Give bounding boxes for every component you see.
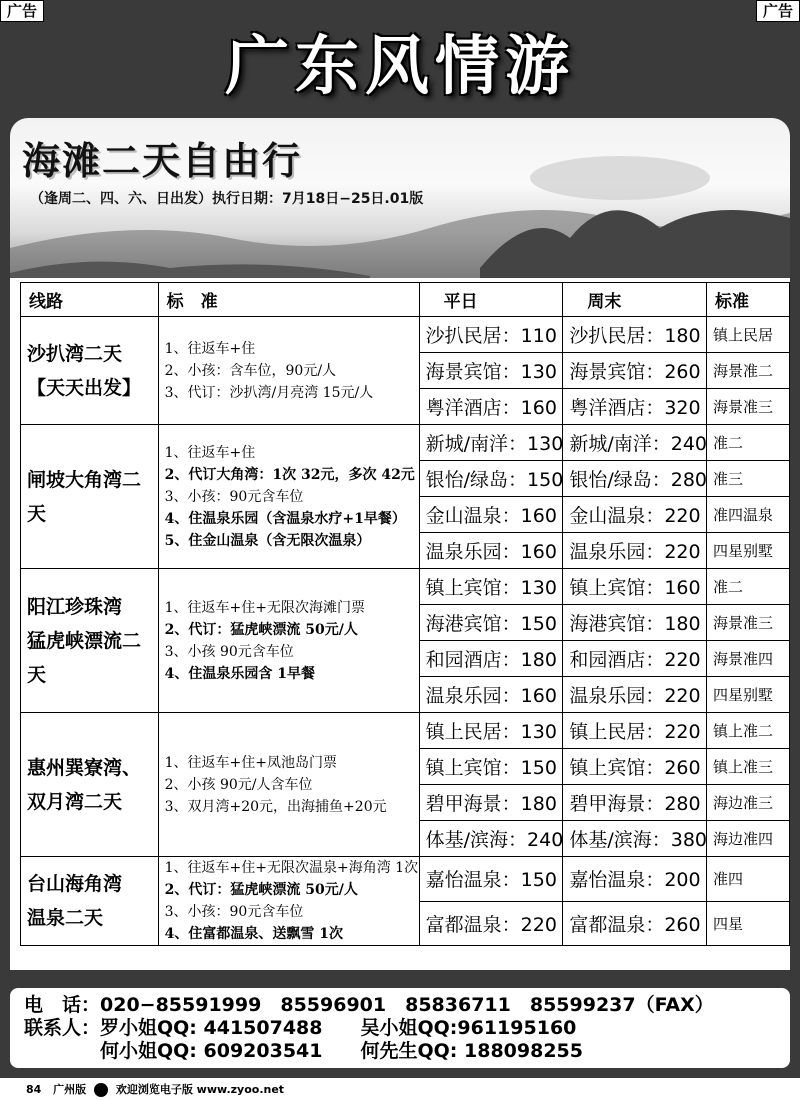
weekend-price: 海景宾馆：260 <box>563 353 707 389</box>
route-name: 【天天出发】 <box>27 376 142 399</box>
grade-label: 镇上准二 <box>707 713 790 749</box>
weekday-price: 碧甲海景：180 <box>419 785 563 821</box>
weekend-price: 新城/南洋：240 <box>563 425 707 461</box>
weekend-price: 碧甲海景：280 <box>563 785 707 821</box>
grade-label: 准三 <box>707 461 790 497</box>
footer <box>0 1080 800 1100</box>
grade-label: 镇上民居 <box>707 317 790 353</box>
route-cell <box>21 317 159 425</box>
standard-cell <box>158 569 419 713</box>
weekend-price: 金山温泉：220 <box>563 497 707 533</box>
weekday-price: 温泉乐园：160 <box>419 677 563 713</box>
standard-item: 2、代订大角湾：1次 32元，多次 42元 <box>164 466 415 483</box>
table-row <box>21 317 790 353</box>
table-row <box>21 857 790 902</box>
weekend-price: 沙扒民居：180 <box>563 317 707 353</box>
weekend-price: 温泉乐园：220 <box>563 677 707 713</box>
standard-item: 1、往返车+住 <box>164 340 256 357</box>
route-name: 沙扒湾二天 <box>27 342 123 365</box>
weekday-price: 和园酒店：180 <box>419 641 563 677</box>
weekend-price: 镇上宾馆：160 <box>563 569 707 605</box>
standard-item: 3、小孩 90元含车位 <box>164 643 294 660</box>
weekend-price: 富都温泉：260 <box>563 901 707 946</box>
grade-label: 准四温泉 <box>707 497 790 533</box>
header-weekend: 周末 <box>563 283 707 317</box>
route-name: 闸坡大角湾二天 <box>27 468 142 525</box>
weekend-price: 粤洋酒店：320 <box>563 389 707 425</box>
ad-label-right: 广告 <box>756 0 800 22</box>
contact-line: 联系人：罗小姐QQ: 441507488 吴小姐QQ:961195160 <box>24 1017 577 1039</box>
grade-label: 海边准四 <box>707 821 790 857</box>
phone-line: 电 话：020−85591999 85596901 85836711 85599237（FAX） <box>24 994 714 1016</box>
weekend-price: 海港宾馆：180 <box>563 605 707 641</box>
header-standard: 标 准 <box>158 283 419 317</box>
publication-logo-icon <box>94 1083 108 1097</box>
route-name: 猛虎峡漂流二天 <box>27 629 142 686</box>
weekend-price: 银怡/绿岛：280 <box>563 461 707 497</box>
standard-item: 1、往返车+住 <box>164 444 256 461</box>
weekday-price: 镇上民居：130 <box>419 713 563 749</box>
standard-item: 3、双月湾+20元，出海捕鱼+20元 <box>164 798 387 815</box>
standard-cell <box>158 317 419 425</box>
route-name: 温泉二天 <box>27 907 104 929</box>
standard-item: 1、往返车+住+无限次温泉+海角湾 1次 <box>164 860 419 876</box>
standard-cell <box>158 425 419 569</box>
route-cell <box>21 425 159 569</box>
route-cell <box>21 569 159 713</box>
weekend-price: 镇上民居：220 <box>563 713 707 749</box>
grade-label: 四星别墅 <box>707 677 790 713</box>
grade-label: 海景准三 <box>707 389 790 425</box>
page-title: 广东风情游 <box>225 29 575 104</box>
footer-text: 欢迎浏览电子版 www.zyoo.net <box>115 1083 285 1096</box>
table-body <box>21 317 790 946</box>
header-route: 线路 <box>21 283 159 317</box>
route-name: 阳江珍珠湾 <box>27 595 123 618</box>
table-row <box>21 425 790 461</box>
schedule-text: （逢周二、四、六、日出发）执行日期：7月18日−25日.01版 <box>30 191 424 207</box>
standard-item: 3、代订：沙扒湾/月亮湾 15元/人 <box>164 384 374 401</box>
contact-line: 何小姐QQ: 609203541 何先生QQ: 188098255 <box>24 1040 583 1062</box>
grade-label: 准二 <box>707 425 790 461</box>
weekday-price: 沙扒民居：110 <box>419 317 563 353</box>
grade-label: 四星别墅 <box>707 533 790 569</box>
standard-item: 2、代订：猛虎峡漂流 50元/人 <box>164 882 358 898</box>
weekend-price: 温泉乐园：220 <box>563 533 707 569</box>
grade-label: 镇上准三 <box>707 749 790 785</box>
route-name: 惠州巽寮湾、 <box>27 756 142 779</box>
table-row <box>21 569 790 605</box>
weekday-price: 镇上宾馆：130 <box>419 569 563 605</box>
banner <box>10 118 790 283</box>
ad-label-left: 广告 <box>0 0 44 22</box>
weekday-price: 粤洋酒店：160 <box>419 389 563 425</box>
standard-item: 4、住温泉乐园含 1早餐 <box>164 665 315 682</box>
weekday-price: 嘉怡温泉：150 <box>419 857 563 902</box>
weekend-price: 嘉怡温泉：200 <box>563 857 707 902</box>
weekday-price: 体基/滨海：240 <box>419 821 563 857</box>
table-header-row <box>21 283 790 317</box>
standard-cell <box>158 857 419 946</box>
standard-item: 2、小孩：含车位，90元/人 <box>164 362 337 379</box>
weekday-price: 海景宾馆：130 <box>419 353 563 389</box>
route-cell <box>21 857 159 946</box>
standard-item: 2、代订：猛虎峡漂流 50元/人 <box>164 621 358 638</box>
weekday-price: 镇上宾馆：150 <box>419 749 563 785</box>
weekend-price: 体基/滨海：380 <box>563 821 707 857</box>
contact-box <box>10 988 790 1068</box>
table-row <box>21 713 790 749</box>
weekend-price: 和园酒店：220 <box>563 641 707 677</box>
grade-label: 海景准三 <box>707 605 790 641</box>
standard-cell <box>158 713 419 857</box>
standard-item: 4、住温泉乐园（含温泉水疗+1早餐） <box>164 510 406 527</box>
standard-item: 3、小孩：90元含车位 <box>164 488 304 505</box>
banner-subtitle: 海滩二天自由行 <box>22 139 303 183</box>
grade-label: 四星 <box>707 901 790 946</box>
standard-item: 2、小孩 90元/人含车位 <box>164 776 313 793</box>
weekday-price: 富都温泉：220 <box>419 901 563 946</box>
standard-item: 5、住金山温泉（含无限次温泉） <box>164 532 371 549</box>
route-name: 台山海角湾 <box>27 873 123 895</box>
header-grade: 标准 <box>707 283 790 317</box>
grade-label: 海景准四 <box>707 641 790 677</box>
route-name: 双月湾二天 <box>27 790 123 813</box>
weekday-price: 温泉乐园：160 <box>419 533 563 569</box>
weekday-price: 新城/南洋：130 <box>419 425 563 461</box>
grade-label: 准四 <box>707 857 790 902</box>
standard-item: 3、小孩：90元含车位 <box>164 904 304 920</box>
standard-item: 4、住富都温泉、送飘雪 1次 <box>164 926 343 942</box>
publication-name: 广州版 <box>53 1083 87 1096</box>
weekday-price: 银怡/绿岛：150 <box>419 461 563 497</box>
grade-label: 海边准三 <box>707 785 790 821</box>
standard-item: 1、往返车+住+无限次海滩门票 <box>164 599 365 616</box>
grade-label: 准二 <box>707 569 790 605</box>
weekday-price: 海港宾馆：150 <box>419 605 563 641</box>
route-cell <box>21 713 159 857</box>
price-table <box>20 282 790 946</box>
page-number: 84 <box>26 1083 42 1096</box>
header-weekday: 平日 <box>419 283 563 317</box>
price-table-panel <box>10 278 790 970</box>
grade-label: 海景准二 <box>707 353 790 389</box>
weekday-price: 金山温泉：160 <box>419 497 563 533</box>
standard-item: 1、往返车+住+凤池岛门票 <box>164 754 337 771</box>
weekend-price: 镇上宾馆：260 <box>563 749 707 785</box>
